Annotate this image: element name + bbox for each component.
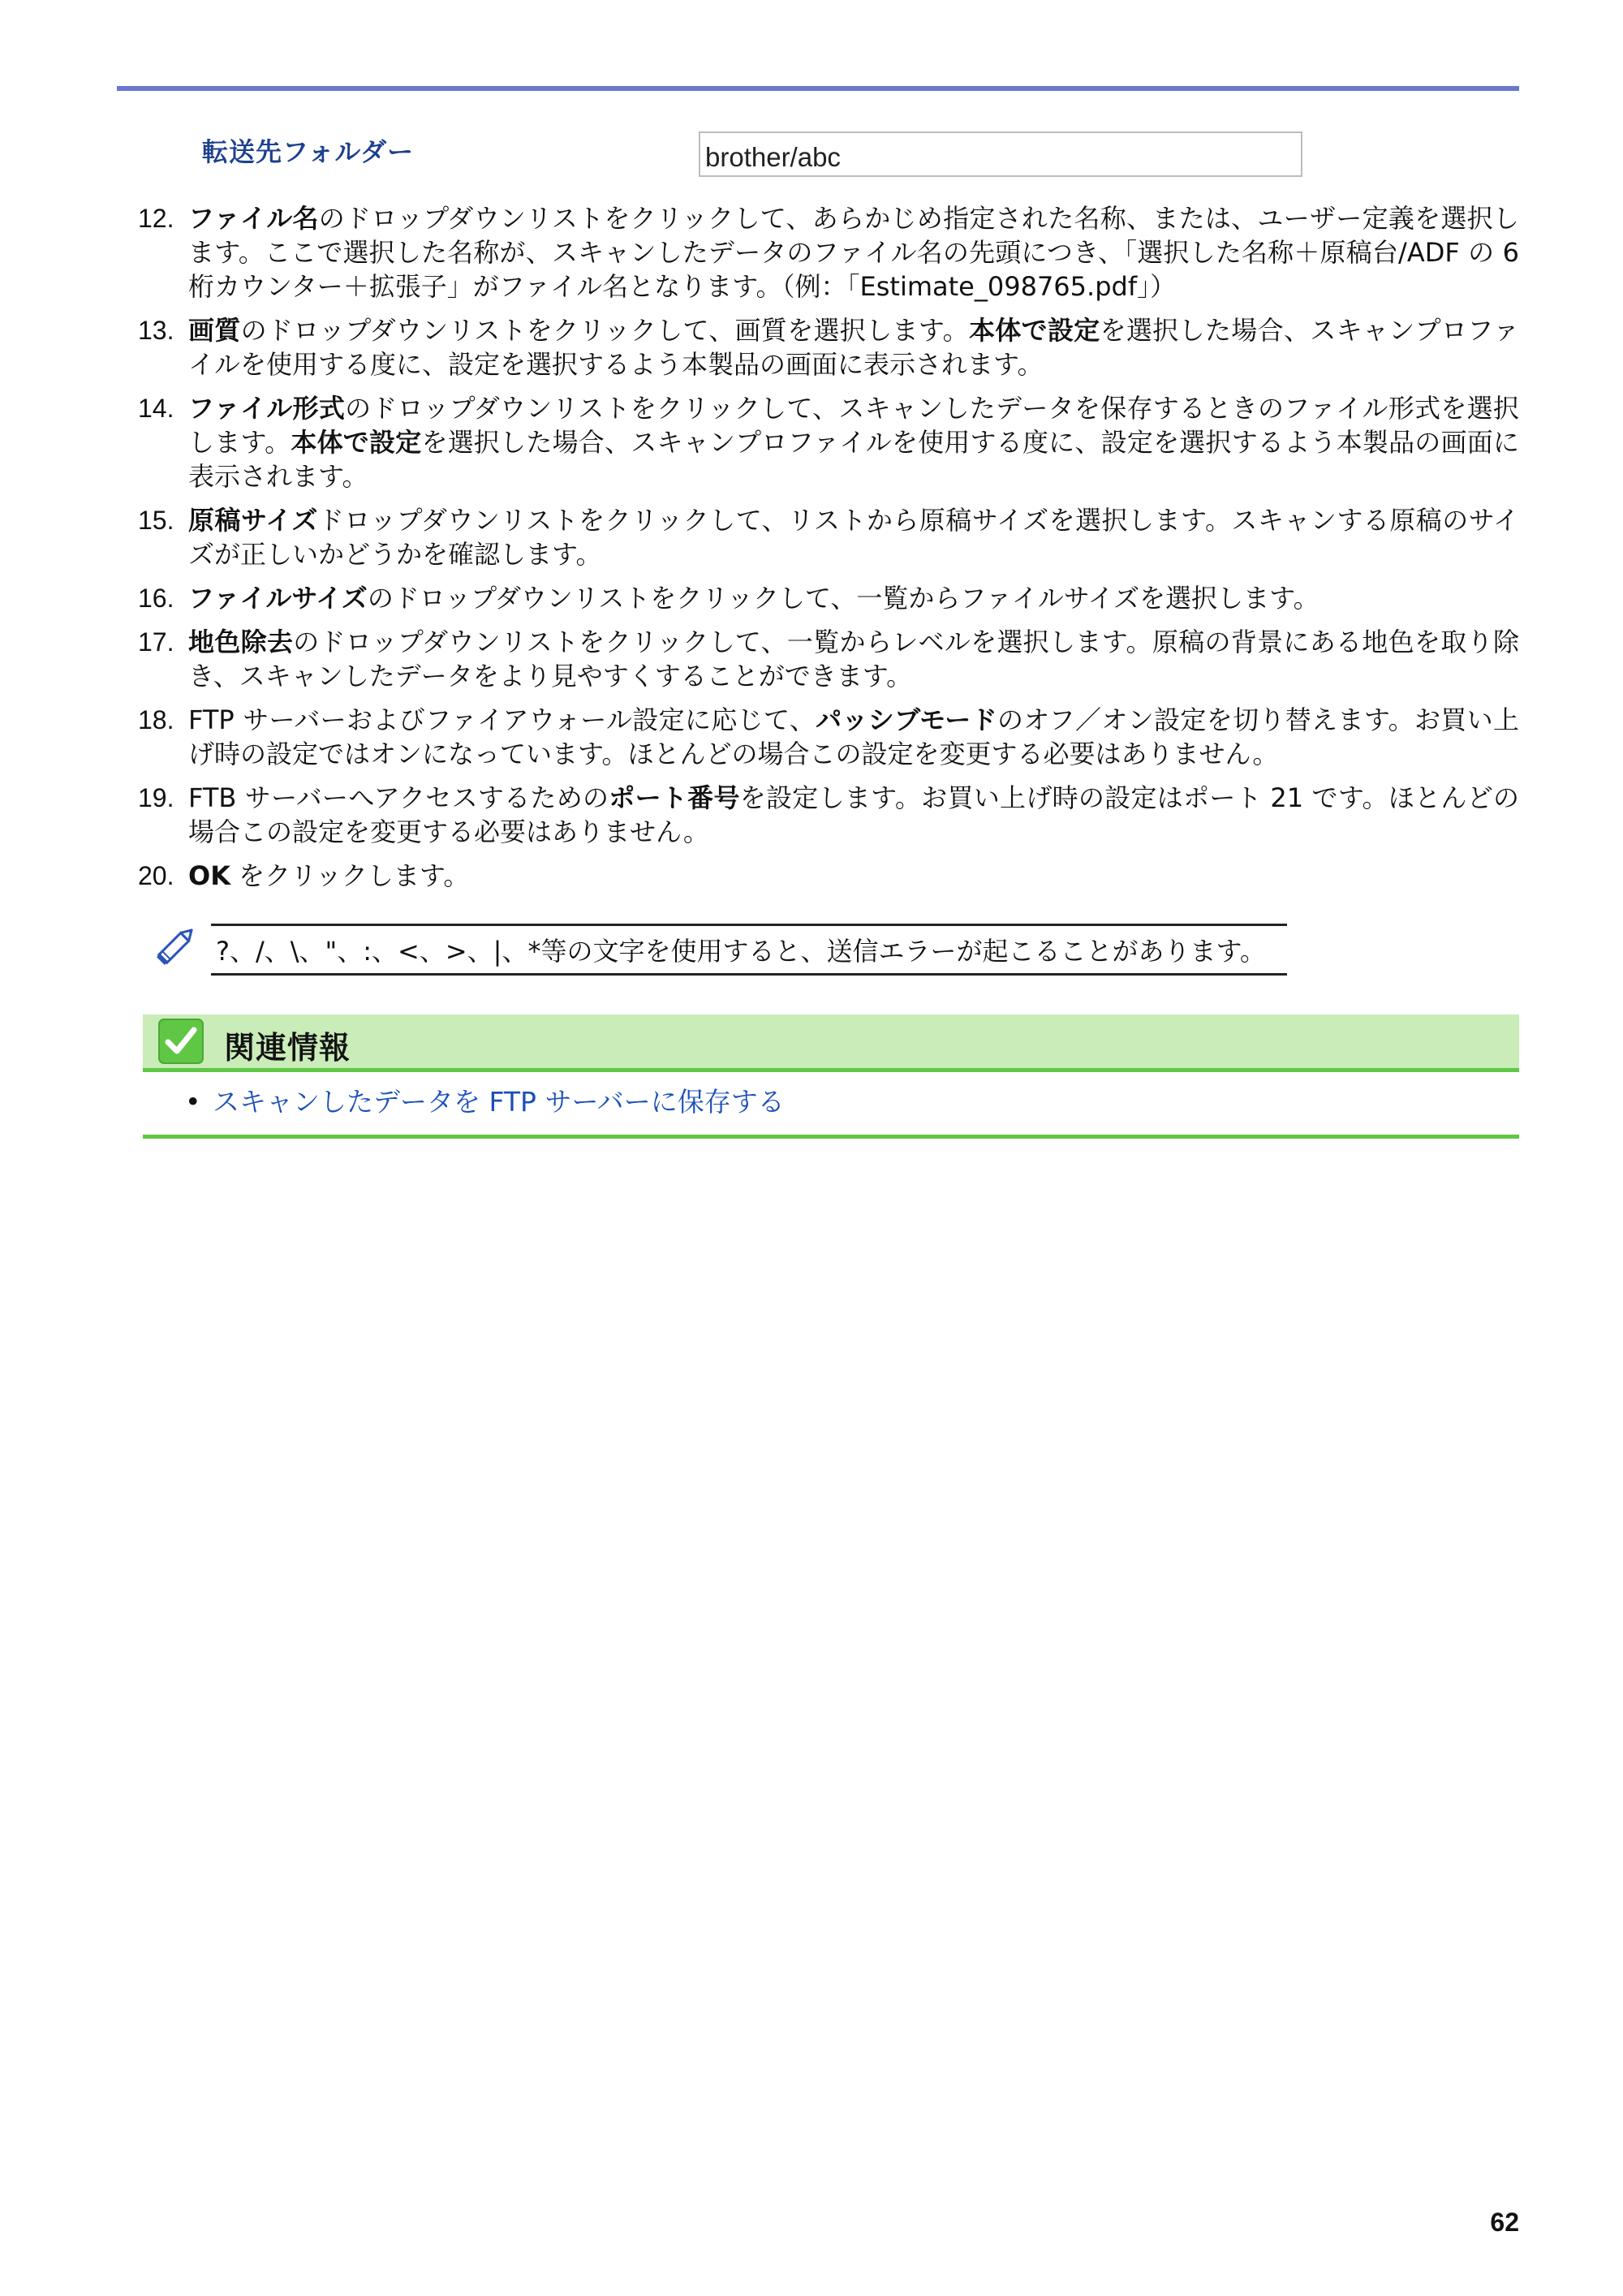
step-text: [188, 860, 469, 891]
related-bottom-rule: [143, 1135, 1519, 1139]
step-number: 17.: [138, 627, 174, 657]
step-number: 13.: [138, 316, 174, 345]
ui-term: 画質: [188, 315, 241, 346]
step-text-run: のドロップダウンリストをクリックして、一覧からレベルを選択します。原稿の背景にある地色を取り除き、スキャンしたデータをより見やすくすることができます。: [188, 627, 1519, 691]
ui-term: ファイル形式: [188, 393, 346, 424]
step-item: [138, 581, 1519, 615]
step-text: [188, 704, 1519, 769]
related-info-header: [143, 1014, 1519, 1072]
page-number: 62: [1490, 2208, 1519, 2237]
step-text: [188, 583, 1319, 614]
step-text-run: のオフ／オン設定を切り替えます。お買い上げ時の設定ではオンになっています。ほとんどの場合この設定を変更する必要はありません。: [188, 704, 1519, 769]
step-text-run: のドロップダウンリストをクリックして、一覧からファイルサイズを選択します。: [367, 583, 1319, 614]
step-number: 20.: [138, 861, 174, 890]
step-text-run: FTB サーバーへアクセスするための: [188, 782, 609, 813]
ui-term: ファイルサイズ: [188, 583, 368, 614]
step-text-run: FTP サーバーおよびファイアウォール設定に応じて、: [188, 704, 816, 735]
step-number: 12.: [138, 204, 174, 233]
step-text: [188, 393, 1519, 492]
top-rule: [117, 86, 1519, 91]
ui-term: 原稿サイズ: [188, 505, 318, 536]
step-text-run: のドロップダウンリストをクリックして、スキャンしたデータを保存するときのファイル形式を選択します。: [188, 393, 1519, 458]
step-text-run: を設定します。お買い上げ時の設定はポート 21 です。ほとんどの場合この設定を変更する必要はありません。: [188, 782, 1519, 847]
steps-list: [138, 201, 1519, 902]
step-text: [188, 203, 1519, 302]
step-item: [138, 201, 1519, 304]
step-number: 14.: [138, 394, 174, 423]
ui-term: ポート番号: [609, 782, 740, 813]
ui-term: パッシブモード: [816, 704, 997, 735]
step-text-run: のドロップダウンリストをクリックして、画質を選択します。: [240, 315, 969, 346]
ui-term: OK: [188, 860, 230, 891]
ui-term: 地色除去: [188, 627, 294, 657]
step-item: [138, 391, 1519, 493]
checkmark-icon: [157, 1018, 204, 1065]
related-link-item: [185, 1084, 785, 1120]
step-item: [138, 313, 1519, 381]
note-text: ?、/、\、"、:、<、>、|、*等の文字を使用すると、送信エラーが起こることがあります。: [216, 936, 1266, 967]
note-box: [151, 920, 1287, 985]
step-text-run: ドロップダウンリストをクリックして、リストから原稿サイズを選択します。スキャンする原稿のサイズが正しいかどうかを確認します。: [188, 505, 1519, 570]
destination-folder-field[interactable]: brother/abc: [699, 131, 1302, 177]
step-number: 16.: [138, 584, 174, 613]
step-number: 18.: [138, 705, 174, 734]
step-text-run: をクリックします。: [230, 860, 470, 891]
step-item: [138, 781, 1519, 849]
step-item: [138, 703, 1519, 771]
step-item: [138, 625, 1519, 693]
step-item: [138, 859, 1519, 893]
step-number: 19.: [138, 783, 174, 812]
related-info-title: 関連情報: [224, 1030, 351, 1066]
step-text-run: のドロップダウンリストをクリックして、あらかじめ指定された名称、または、ユーザー定義を選択します。ここで選択した名称が、スキャンしたデータのファイル名の先頭につき、「選択した名称＋原稿台/ADF の 6 桁カウンター＋拡張子」がファイル名となります。（例：「Estimate_098765.pdf」）: [188, 203, 1519, 302]
destination-folder-label: 転送先フォルダー: [202, 136, 415, 167]
ui-term: ファイル名: [188, 203, 319, 234]
step-number: 15.: [138, 506, 174, 535]
bullet: •: [185, 1086, 201, 1118]
step-text: [188, 505, 1519, 570]
step-text: [188, 782, 1519, 847]
related-link-ftp[interactable]: スキャンしたデータを FTP サーバーに保存する: [213, 1086, 785, 1118]
step-item: [138, 503, 1519, 571]
step-text-run: を選択した場合、スキャンプロファイルを使用する度に、設定を選択するよう本製品の画面に表示されます。: [188, 315, 1519, 380]
step-text-run: を選択した場合、スキャンプロファイルを使用する度に、設定を選択するよう本製品の画面に表示されます。: [188, 427, 1519, 492]
step-text: [188, 627, 1519, 691]
ui-term: 本体で設定: [291, 427, 422, 458]
ui-term: 本体で設定: [968, 315, 1100, 346]
pencil-icon: [151, 920, 201, 971]
step-text: [188, 315, 1519, 380]
